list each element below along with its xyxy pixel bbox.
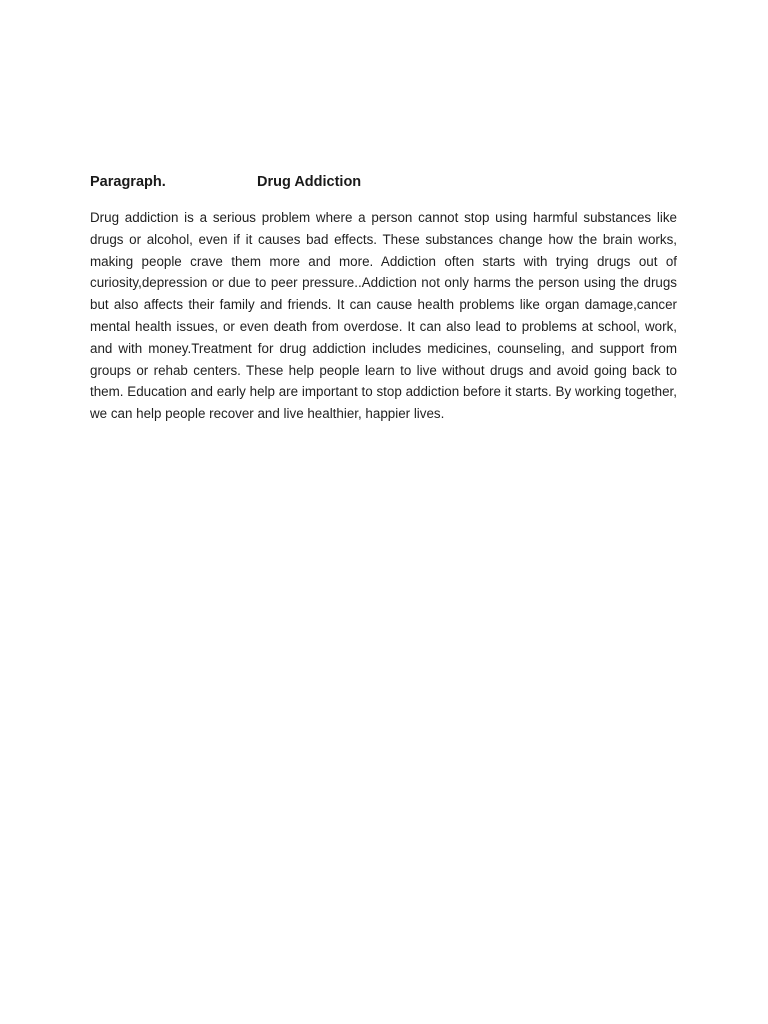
document-title: Drug Addiction <box>257 174 362 190</box>
heading-row <box>90 172 680 192</box>
heading-label: Paragraph. <box>90 174 166 190</box>
body-paragraph: Drug addiction is a serious problem where a person cannot stop using harmful substances like drugs or alcohol, even if it causes bad effects. These substances change how the brain works, making people crave them more and more. Addiction often starts with trying drugs out of curiosity,depression or due to peer pressure..Addiction not only harms the person using the drugs but also affects their family and friends. It can cause health problems like organ damage,cancer mental health issues, or even death from overdose. It can also lead to problems at school, work, and with money.Treatment for drug addiction includes medicines, counseling, and support from groups or rehab centers. These help people learn to live without drugs and avoid going back to them. Education and early help are important to stop addiction before it starts. By working together, we can help people recover and live healthier, happier lives. <box>90 210 677 422</box>
